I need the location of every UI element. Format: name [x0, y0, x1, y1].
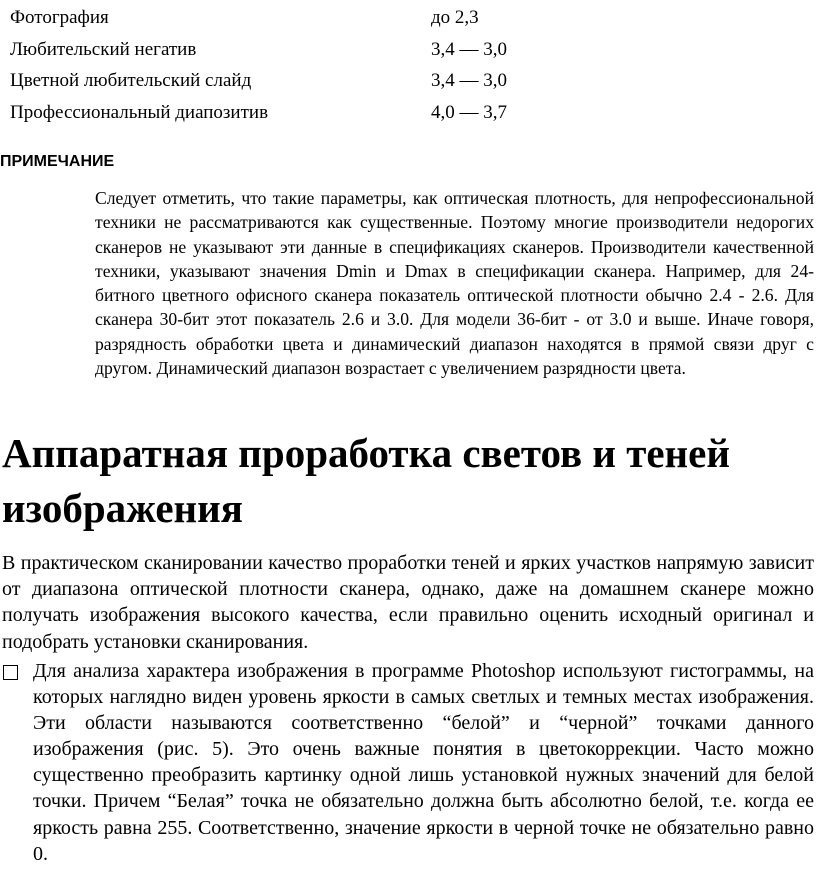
table-row — [10, 65, 610, 97]
material-name: Любительский негатив — [10, 38, 197, 60]
checkbox-square-icon — [3, 665, 18, 680]
body-paragraph: В практическом сканировании качество проработки теней и ярких участков напрямую зависит от диапазона оптической плотности сканера, однако, даже на домашнем сканере можно получать изображения высокого качества, если правильно оценить исходный оригинал и подобрать установки сканирования. — [2, 552, 814, 653]
density-value: до 2,3 — [431, 7, 479, 28]
density-value: 3,4 — 3,0 — [431, 70, 507, 91]
note-paragraph: Следует отметить, что такие параметры, как оптическая плотность, для непрофессиональной техники не рассматриваются как существенные. Поэтому многие производители недорогих сканеров не указывают эти данные в спецификациях сканеров. Производители качественной техники, указывают значения Dmin и Dmax в спецификации сканера. Например, для 24-битного цветного офисного сканера показатель оптической плотности обычно 2.4 - 2.6. Для сканера 30-бит этот показатель 2.6 и 3.0. Для модели 36-бит - от 3.0 и выше. Иначе говоря, разрядность обработки цвета и динамический диапазон находятся в прямой связи друг с другом. Динамический диапазон возрастает с увеличением разрядности цвета. — [95, 188, 814, 379]
table-row — [10, 34, 610, 66]
density-table — [10, 2, 610, 128]
density-value: 4,0 — 3,7 — [431, 101, 507, 123]
material-name: Цветной любительский слайд — [10, 70, 252, 91]
material-name: Профессиональный диапозитив — [10, 101, 269, 123]
note-heading: ПРИМЕЧАНИЕ — [0, 153, 115, 170]
bullet-paragraph: Для анализа характера изображения в программе Photoshop используют гистограммы, на которых наглядно виден уровень яркости в самых светлых и темных местах изображения. Эти области называются соответственно “белой” и “черной” точками данного изображения (рис. 5). Это очень важные понятия в цветокоррекции. Часто можно существенно преобразить картинку одной лишь установкой нужных значений для белой точки. Причем “Белая” точка не обязательно должна быть абсолютно белой, т.е. когда ее яркость равна 255. Соответственно, значение яркости в черной точке не обязательно равно 0. — [33, 660, 814, 865]
density-value: 3,4 — 3,0 — [431, 38, 507, 60]
table-row — [10, 2, 610, 34]
material-name: Фотография — [10, 7, 109, 28]
section-title: Аппаратная проработка светов и теней изображения — [2, 430, 730, 531]
table-row — [10, 97, 610, 129]
